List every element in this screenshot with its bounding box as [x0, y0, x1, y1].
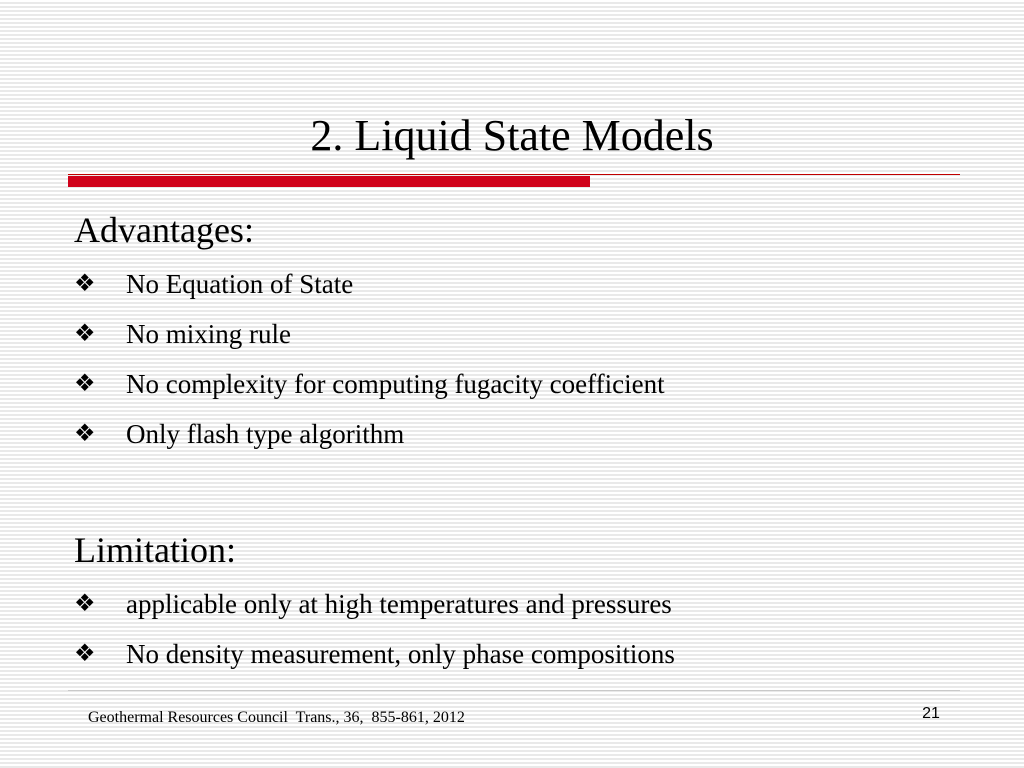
page-number: 21: [922, 705, 940, 722]
title-divider-accent: [68, 176, 590, 187]
four-diamond-bullet-icon: ❖: [74, 641, 96, 667]
advantages-heading: Advantages:: [74, 210, 254, 250]
slide-title: 2. Liquid State Models: [310, 111, 714, 160]
list-item-text: applicable only at high temperatures and pressures: [126, 589, 672, 619]
list-item-text: Only flash type algorithm: [126, 419, 405, 449]
title-divider-thin: [68, 174, 960, 175]
limitation-heading: Limitation:: [74, 530, 236, 570]
list-item-text: No mixing rule: [126, 319, 291, 349]
four-diamond-bullet-icon: ❖: [74, 591, 96, 617]
list-item-text: No Equation of State: [126, 269, 354, 299]
list-item-text: No density measurement, only phase compositions: [126, 639, 675, 669]
four-diamond-bullet-icon: ❖: [74, 271, 96, 297]
four-diamond-bullet-icon: ❖: [74, 321, 96, 347]
list-item-text: No complexity for computing fugacity coefficient: [126, 369, 665, 399]
four-diamond-bullet-icon: ❖: [74, 371, 96, 397]
four-diamond-bullet-icon: ❖: [74, 421, 96, 447]
footer-citation: Geothermal Resources Council Trans., 36, 855-861, 2012: [88, 709, 465, 726]
footer-divider: [68, 690, 960, 691]
